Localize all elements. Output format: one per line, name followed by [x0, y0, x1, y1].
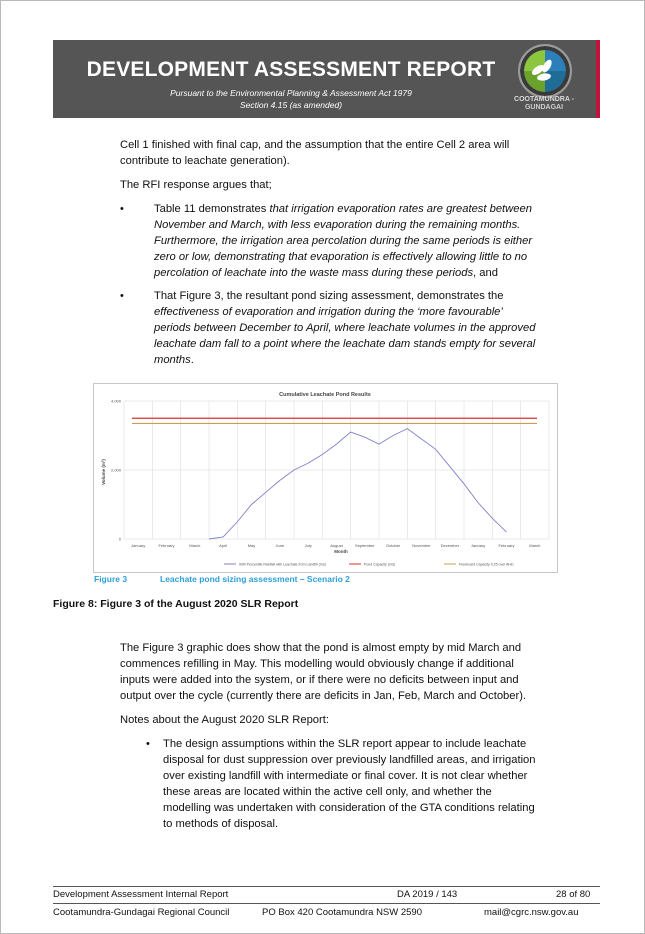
chart-x-tick-label: April [219, 543, 228, 548]
bullet-1-line-3 [154, 234, 532, 250]
bullet-3-line-1: The design assumptions within the SLR report appear to include leachate [163, 738, 527, 750]
chart-x-tick-label: January [131, 543, 146, 548]
paragraph-1-line-1: Cell 1 finished with final cap, and the assumption that the entire Cell 2 area will [120, 139, 510, 151]
chart-x-tick-label: July [304, 543, 312, 548]
footer-page-number: 28 of 80 [556, 889, 591, 900]
bullet-1-line-1-italic: that irrigation evaporation rates are greatest between [269, 203, 532, 215]
chart-y-tick-label: 2,000 [110, 467, 121, 473]
logo-text-gundagai: GUNDAGAI [524, 104, 564, 111]
council-logo [518, 44, 572, 98]
bullet-3-line-3: over existing landfill with intermediate or final cover. It is not clear whether [163, 770, 528, 782]
bullet-3-marker: • [146, 738, 150, 750]
chart-y-tick-label: 0 [118, 536, 121, 542]
paragraph-4: Notes about the August 2020 SLR Report: [120, 714, 329, 726]
paragraph-3-line-3: inputs were added into the system, or if there were no deficits between input and [120, 674, 519, 686]
bullet-2-line-4-text: leachate dam fall to a point where the leachate dam stands empty for several [154, 338, 536, 350]
bullet-2-line-3-text: periods between December to April, where leachate volumes in the approved [154, 322, 536, 334]
banner-accent-stripe [596, 40, 600, 118]
bullet-2-line-4 [154, 337, 535, 353]
bullet-3-line-2: disposal for dust suppression over previously landfilled areas, and irrigation [163, 754, 536, 766]
chart-x-tick-label: March [529, 543, 541, 548]
bullet-1-marker: • [120, 203, 124, 215]
chart-marks [132, 418, 537, 539]
bullet-1-line-3-text: Furthermore, the irrigation area percolation during the same periods is either [154, 235, 533, 247]
bullet-3-line-6: to methods of disposal. [163, 818, 279, 830]
chart-x-tick-label: June [275, 543, 285, 548]
chart-grid [111, 399, 549, 549]
report-subtitle-act: Pursuant to the Environmental Planning & Assessment Act 1979 [170, 88, 412, 98]
figure-3-caption: Leachate pond sizing assessment – Scenario 2 [160, 574, 350, 584]
bullet-2-line-2 [154, 305, 503, 321]
chart-x-tick-label: January [471, 543, 486, 548]
bullet-1-line-2-text: November and March, with less evaporation during the remaining months. [154, 219, 521, 231]
chart-x-tick-label: September [355, 543, 375, 548]
paragraph-3-line-2: commences refilling in May. This modelling would obviously change if additional [120, 658, 514, 670]
chart-legend-label: Pond Capacity (m3) [364, 562, 395, 567]
footer-divider-1 [53, 886, 600, 887]
chart-x-tick-label: February [498, 543, 515, 548]
chart-x-tick-label: February [158, 543, 175, 548]
chart-x-tick-label: May [247, 543, 256, 548]
footer-da-number: DA 2019 / 143 [397, 889, 458, 900]
bullet-3-line-4: these areas are located within the active cell only, and whether the [163, 786, 492, 798]
bullet-2-line-5-text: months [154, 354, 191, 366]
bullet-2-line-5 [154, 353, 194, 369]
footer-report-name: Development Assessment Internal Report [53, 889, 229, 900]
bullet-1-line-5-plain: , and [473, 267, 498, 279]
leachate-chart [94, 384, 557, 572]
bullet-1-line-4-text: zero or low, demonstrating that evaporation is effectively allowing little to no [154, 251, 528, 263]
chart-x-tick-label: October [386, 543, 401, 548]
chart-x-tick-label: August [330, 543, 343, 548]
chart-legend [224, 563, 514, 567]
chart-legend-label: Freeboard Capacity 0.25 over AHD [459, 562, 514, 567]
paragraph-2: The RFI response argues that; [120, 179, 272, 191]
chart-x-tick-label: March [189, 543, 201, 548]
bullet-1-line-5-italic: percolation of leachate into the waste mass during these periods [154, 267, 474, 279]
leachate-chart-figure [93, 383, 558, 573]
header-banner [53, 40, 596, 118]
paragraph-3-line-1: The Figure 3 graphic does show that the pond is almost empty by mid March and [120, 642, 522, 654]
chart-x-tick-label: December [440, 543, 460, 548]
chart-x-tick-label: November [412, 543, 431, 548]
bullet-2-line-5-end: . [190, 354, 194, 366]
bullet-3-line-5: modelling was undertaken with consideration of the GTA conditions relating [163, 802, 535, 814]
bullet-1-line-4 [154, 250, 527, 266]
chart-y-tick-label: 4,000 [110, 398, 121, 404]
chart-title: Cumulative Leachate Pond Results [279, 392, 371, 398]
bullet-2-line-1: That Figure 3, the resultant pond sizing assessment, demonstrates the [154, 290, 504, 302]
figure-8-caption: Figure 8: Figure 3 of the August 2020 SLR Report [53, 598, 299, 610]
bullet-1-line-1-plain: Table 11 demonstrates [154, 203, 270, 215]
paragraph-3-line-4: output over the cycle (currently there are deficits in Jan, Feb, March and October). [120, 690, 527, 702]
footer-divider-2 [53, 903, 600, 904]
figure-3-label: Figure 3 [94, 574, 128, 584]
bullet-2-line-2-text: effectiveness of evaporation and irrigation during the ‘more favourable’ [154, 306, 503, 318]
chart-series-line-cumulative-volume [209, 429, 507, 539]
bullet-1-line-1 [154, 202, 532, 218]
chart-y-axis-label: Volume (m³) [101, 459, 106, 485]
chart-x-axis-label: Month [334, 549, 348, 554]
paragraph-1-line-2: contribute to leachate generation). [120, 155, 290, 167]
council-logo-icon [520, 46, 570, 96]
footer-council-name: Cootamundra-Gundagai Regional Council [53, 907, 230, 918]
logo-text-cootamundra: COOTAMUNDRA - [514, 96, 574, 103]
bullet-1-line-5 [154, 266, 498, 282]
bullet-1-line-2 [154, 218, 520, 234]
footer-email: mail@cgrc.nsw.gov.au [484, 907, 579, 918]
report-subtitle-section: Section 4.15 (as amended) [239, 100, 343, 110]
chart-legend-label: 90th Percentile Rainfall with Leachate from Landfill (m3) [239, 562, 326, 567]
report-title: DEVELOPMENT ASSESSMENT REPORT [86, 58, 496, 81]
bullet-2-line-3 [154, 321, 535, 337]
footer-address: PO Box 420 Cootamundra NSW 2590 [262, 907, 423, 918]
bullet-2-marker: • [120, 290, 124, 302]
